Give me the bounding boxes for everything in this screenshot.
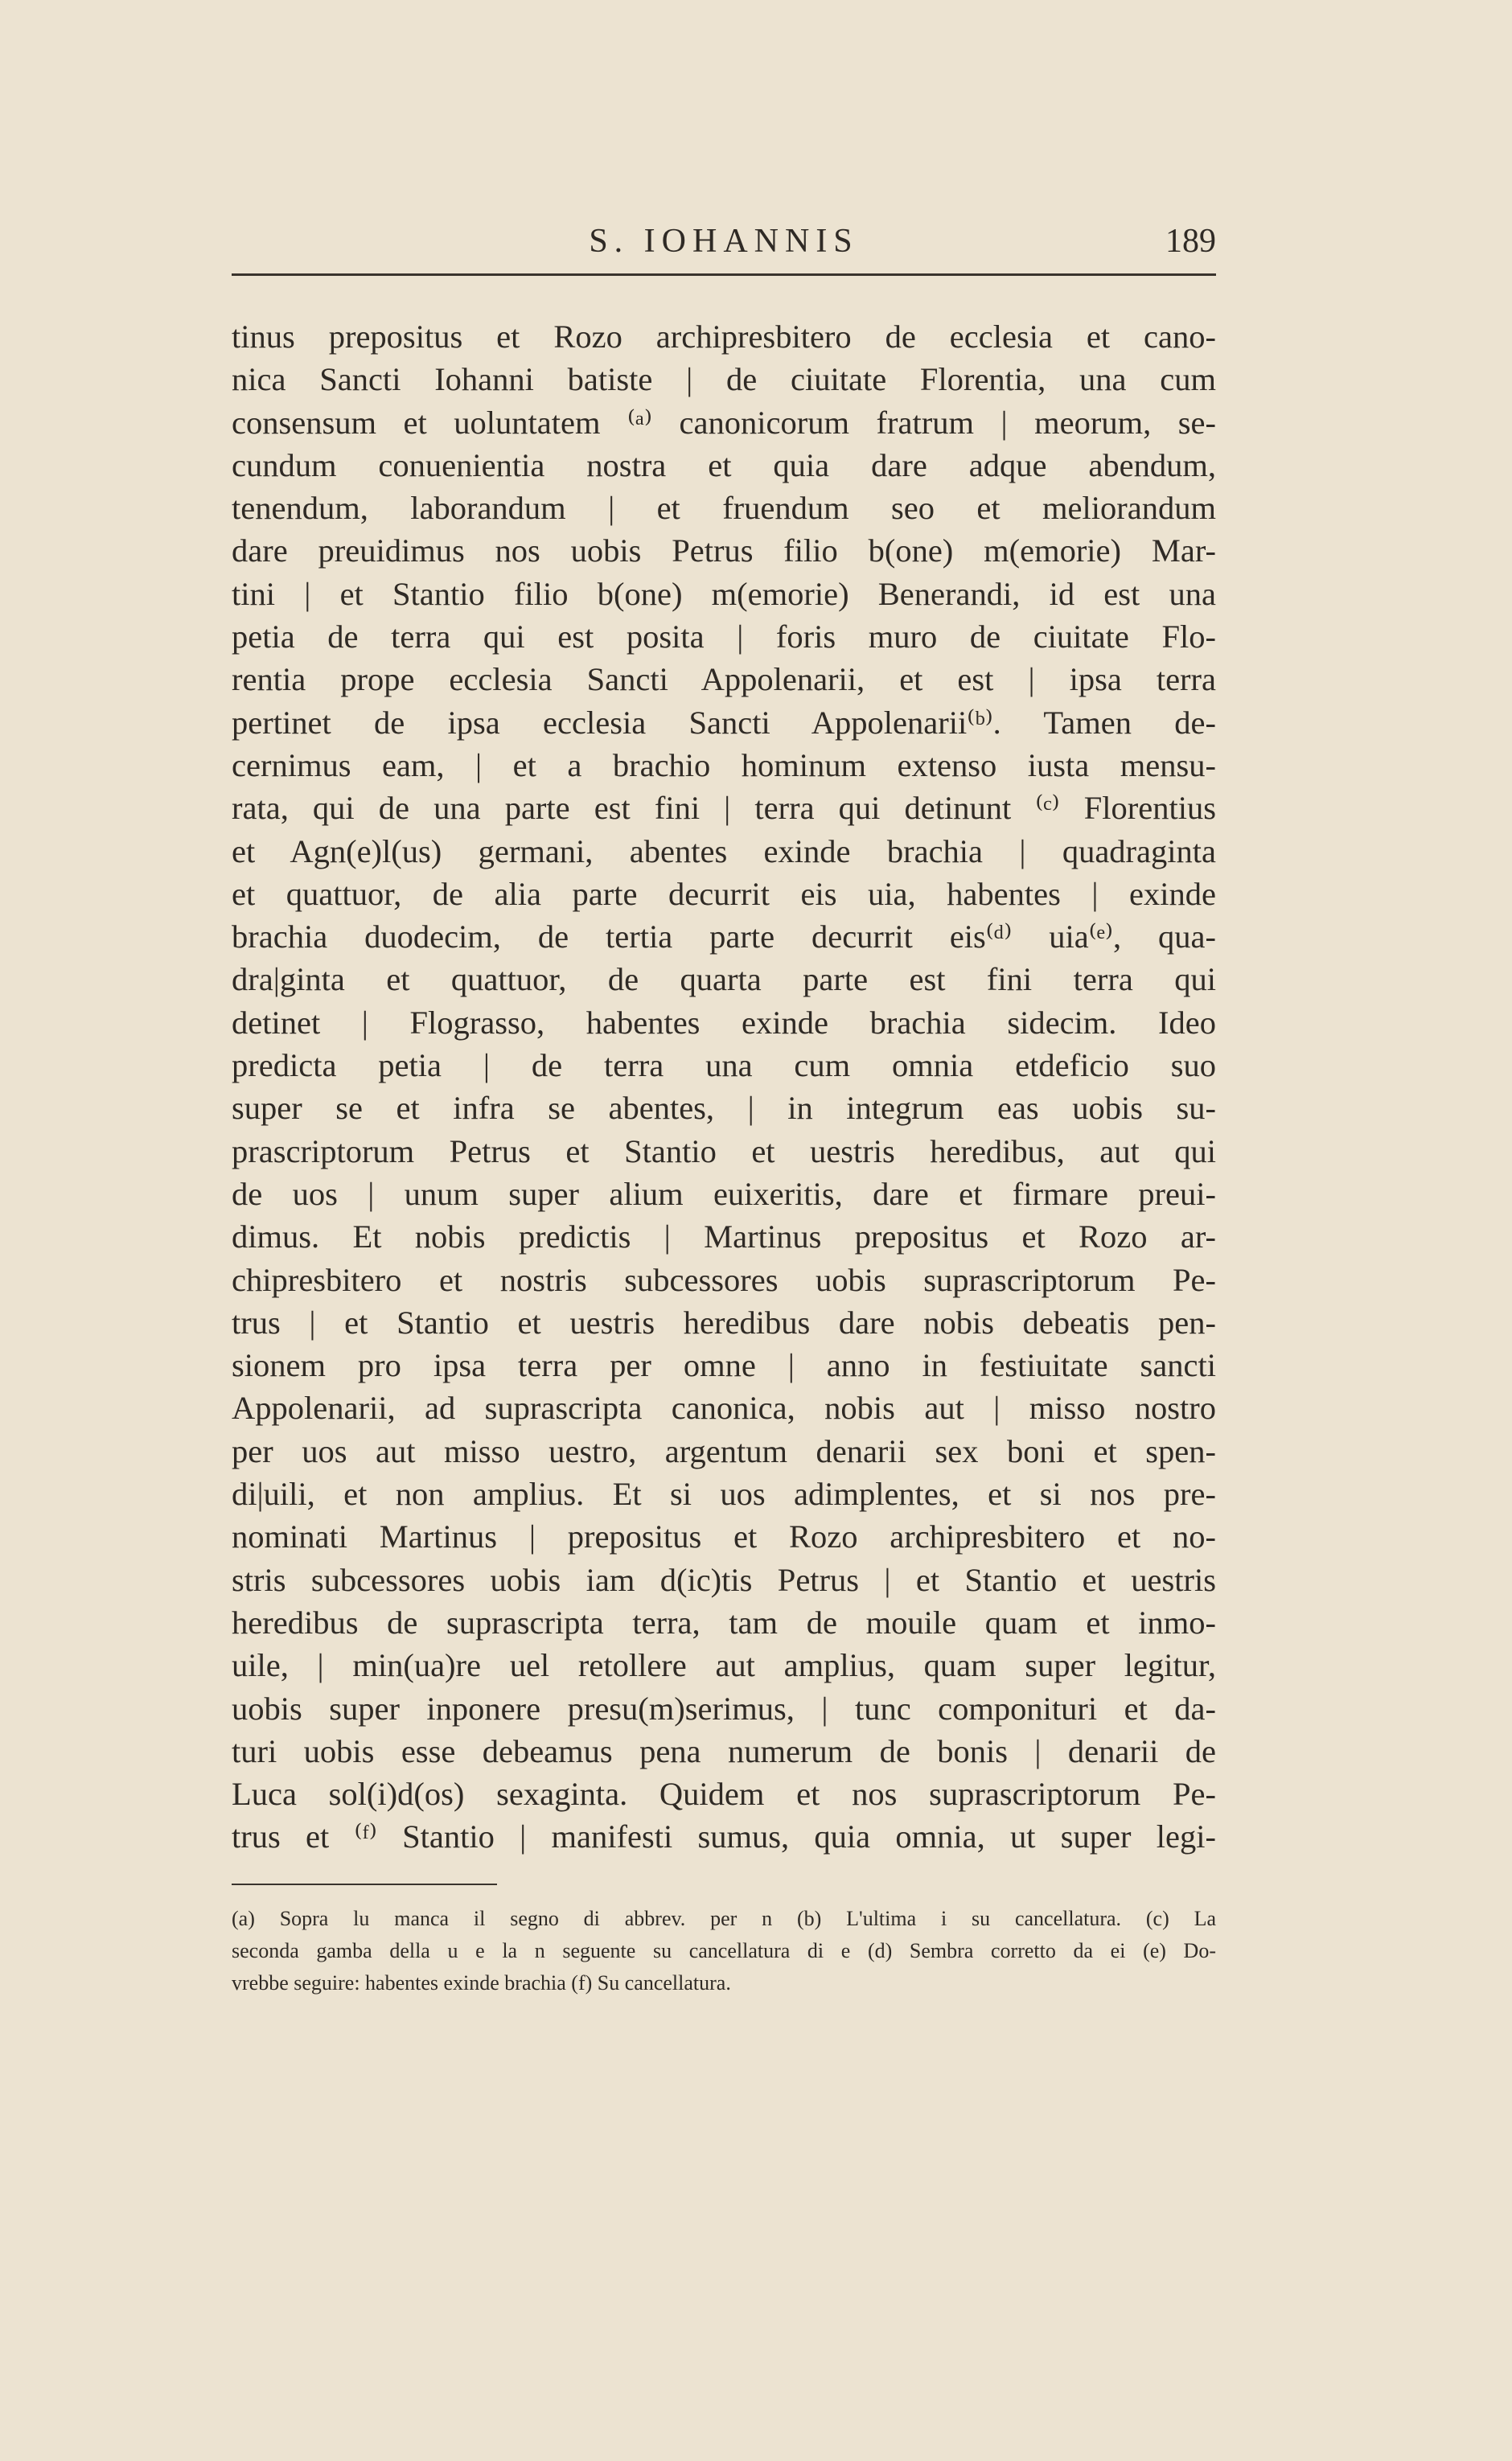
text-line: trus | et Stantio et uestris heredibus dare nobis debeatis pen- xyxy=(232,1304,1216,1341)
text-line: brachia duodecim, de tertia parte decurrit eis⁽ᵈ⁾ uia⁽ᵉ⁾, qua- xyxy=(232,918,1216,955)
footnote-line: seconda gamba della u e la n seguente su cancellatura di e (d) Sembra corretto da ei (e) Do- xyxy=(232,1939,1216,1962)
text-line: et Agn(e)l(us) germani, abentes exinde brachia | quadraginta xyxy=(232,832,1216,869)
footnote-rule xyxy=(232,1884,497,1885)
text-line: sionem pro ipsa terra per omne | anno in festiuitate sancti xyxy=(232,1347,1216,1384)
text-line: detinet | Flograsso, habentes exinde brachia sidecim. Ideo xyxy=(232,1004,1216,1041)
text-line: heredibus de suprascripta terra, tam de mouile quam et inmo- xyxy=(232,1604,1216,1641)
text-line: di|uili, et non amplius. Et si uos adimplentes, et si nos pre- xyxy=(232,1476,1216,1513)
body-text xyxy=(232,315,1216,1859)
running-title: S. IOHANNIS xyxy=(589,223,859,260)
text-line: de uos | unum super alium euixeritis, dare et firmare preui- xyxy=(232,1175,1216,1212)
text-line: tini | et Stantio filio b(one) m(emorie) Benerandi, id est una xyxy=(232,575,1216,612)
footnote-line: (a) Sopra lu manca il segno di abbrev. per n (b) L'ultima i su cancellatura. (c) La xyxy=(232,1907,1216,1930)
text-line: nica Sancti Iohanni batiste | de ciuitate Florentia, una cum xyxy=(232,361,1216,398)
text-line: uile, | min(ua)re uel retollere aut amplius, quam super legitur, xyxy=(232,1647,1216,1684)
text-line: turi uobis esse debeamus pena numerum de bonis | denarii de xyxy=(232,1732,1216,1769)
text-line: Luca sol(i)d(os) sexaginta. Quidem et nos suprascriptorum Pe- xyxy=(232,1776,1216,1813)
text-line: per uos aut misso uestro, argentum denarii sex boni et spen- xyxy=(232,1432,1216,1469)
text-line: tinus prepositus et Rozo archipresbitero de ecclesia et cano- xyxy=(232,318,1216,355)
text-line: super se et infra se abentes, | in integrum eas uobis su- xyxy=(232,1090,1216,1127)
text-line: Appolenarii, ad suprascripta canonica, nobis aut | misso nostro xyxy=(232,1390,1216,1427)
text-line: cundum conuenientia nostra et quia dare adque abendum, xyxy=(232,446,1216,483)
text-line: predicta petia | de terra una cum omnia etdeficio suo xyxy=(232,1047,1216,1084)
text-line: petia de terra qui est posita | foris muro de ciuitate Flo- xyxy=(232,618,1216,655)
text-line: dra|ginta et quattuor, de quarta parte est fini terra qui xyxy=(232,961,1216,998)
text-line: pertinet de ipsa ecclesia Sancti Appolenarii⁽ᵇ⁾. Tamen de- xyxy=(232,704,1216,741)
footnote-line: vrebbe seguire: habentes exinde brachia (f) Su cancellatura. xyxy=(232,1971,731,1995)
text-line: nominati Martinus | prepositus et Rozo archipresbitero et no- xyxy=(232,1518,1216,1555)
header-rule xyxy=(232,273,1216,276)
text-line: dare preuidimus nos uobis Petrus filio b(one) m(emorie) Mar- xyxy=(232,532,1216,569)
text-line: trus et ⁽ᶠ⁾ Stantio | manifesti sumus, quia omnia, ut super legi- xyxy=(232,1818,1216,1855)
text-line: rata, qui de una parte est fini | terra qui detinunt ⁽ᶜ⁾ Florentius xyxy=(232,790,1216,827)
text-line: uobis super inponere presu(m)serimus, | tunc componituri et da- xyxy=(232,1690,1216,1727)
text-line: stris subcessores uobis iam d(ic)tis Petrus | et Stantio et uestris xyxy=(232,1561,1216,1598)
text-line: dimus. Et nobis predictis | Martinus prepositus et Rozo ar- xyxy=(232,1218,1216,1255)
text-line: cernimus eam, | et a brachio hominum extenso iusta mensu- xyxy=(232,746,1216,783)
text-line: rentia prope ecclesia Sancti Appolenarii, et est | ipsa terra xyxy=(232,661,1216,698)
page-number: 189 xyxy=(1165,223,1216,260)
text-line: chipresbitero et nostris subcessores uobis suprascriptorum Pe- xyxy=(232,1261,1216,1298)
footnotes xyxy=(232,1903,1216,1999)
text-line: prascriptorum Petrus et Stantio et uestris heredibus, aut qui xyxy=(232,1132,1216,1169)
text-line: consensum et uoluntatem ⁽ᵃ⁾ canonicorum fratrum | meorum, se- xyxy=(232,404,1216,441)
page-header xyxy=(232,216,1216,264)
text-line: tenendum, laborandum | et fruendum seo et meliorandum xyxy=(232,490,1216,527)
text-line: et quattuor, de alia parte decurrit eis uia, habentes | exinde xyxy=(232,875,1216,912)
